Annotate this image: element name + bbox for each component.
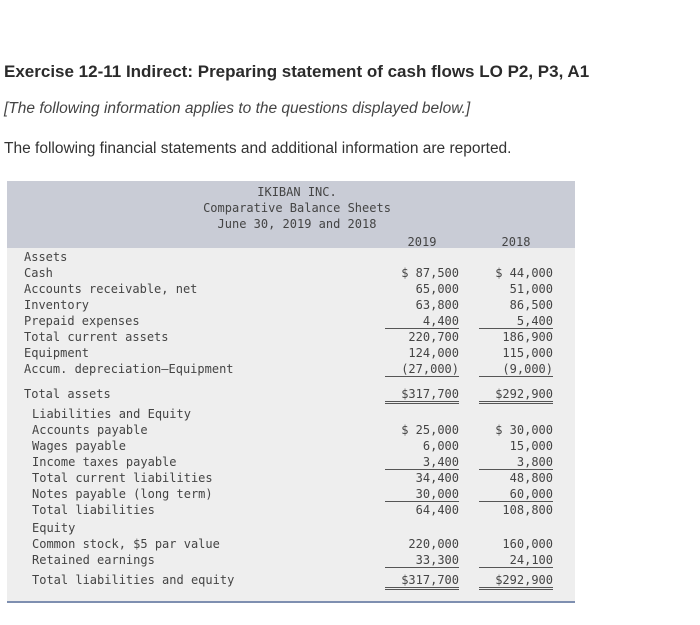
value-2018: 3,800 — [479, 455, 553, 470]
value-2018: $ 30,000 — [495, 423, 553, 437]
row-label: Prepaid expenses — [24, 314, 140, 328]
value-2019: $317,700 — [385, 573, 459, 590]
table-row — [7, 537, 575, 553]
value-2019: 30,000 — [385, 487, 459, 502]
row-label: Total liabilities — [32, 503, 155, 517]
value-2018: $292,900 — [479, 387, 553, 404]
table-row — [7, 521, 575, 537]
value-2018: (9,000) — [479, 362, 553, 377]
table-row — [7, 423, 575, 439]
value-2019: 34,400 — [415, 471, 459, 485]
table-row — [7, 407, 575, 423]
value-2019: 64,400 — [415, 503, 459, 517]
row-label: Total liabilities and equity — [32, 573, 235, 587]
value-2018: 186,900 — [502, 330, 553, 344]
table-row — [7, 503, 575, 519]
row-label: Income taxes payable — [32, 455, 177, 469]
company-name: IKIBAN INC. — [257, 185, 337, 199]
row-label: Liabilities and Equity — [32, 407, 191, 421]
row-label: Wages payable — [32, 439, 126, 453]
value-2018: $292,900 — [479, 573, 553, 590]
row-label: Total assets — [24, 387, 111, 401]
table-row — [7, 471, 575, 487]
table-row — [7, 439, 575, 455]
value-2019: 65,000 — [415, 282, 459, 296]
table-row — [7, 266, 575, 282]
value-2018: 108,800 — [502, 503, 553, 517]
value-2019: 33,300 — [385, 553, 459, 568]
row-label: Cash — [24, 266, 53, 280]
row-label: Total current liabilities — [32, 471, 213, 485]
row-label: Accounts receivable, net — [24, 282, 198, 296]
row-label: Equipment — [24, 346, 90, 360]
value-2018: 15,000 — [509, 439, 553, 453]
value-2019: 220,000 — [408, 537, 459, 551]
table-row — [7, 362, 575, 378]
value-2018: 115,000 — [502, 346, 553, 360]
value-2018: 51,000 — [509, 282, 553, 296]
table-row — [7, 346, 575, 362]
table-row — [7, 455, 575, 471]
statement-date: June 30, 2019 and 2018 — [217, 217, 377, 231]
table-row — [7, 298, 575, 314]
value-2018: 48,800 — [509, 471, 553, 485]
table-row — [7, 282, 575, 298]
row-label: Total current assets — [24, 330, 169, 344]
balance-sheet-table — [7, 181, 575, 603]
value-2018: 24,100 — [479, 553, 553, 568]
table-row — [7, 314, 575, 330]
row-label: Inventory — [24, 298, 90, 312]
value-2019: 220,700 — [408, 330, 459, 344]
value-2018: 160,000 — [502, 537, 553, 551]
value-2018: $ 44,000 — [495, 266, 553, 280]
table-row — [7, 330, 575, 346]
value-2019: $ 87,500 — [401, 266, 459, 280]
value-2019: 124,000 — [408, 346, 459, 360]
value-2019: 3,400 — [385, 455, 459, 470]
exercise-title: Exercise 12-11 Indirect: Preparing statement of cash flows LO P2, P3, A1 — [4, 62, 590, 81]
table-row — [7, 387, 575, 403]
row-label: Accounts payable — [32, 423, 148, 437]
table-bottom-rule — [7, 601, 575, 603]
row-label: Accum. depreciation–Equipment — [24, 362, 234, 376]
row-label: Assets — [24, 250, 68, 264]
value-2019: (27,000) — [385, 362, 459, 377]
row-label: Retained earnings — [32, 553, 155, 567]
value-2018: 5,400 — [479, 314, 553, 329]
row-label: Notes payable (long term) — [32, 487, 213, 501]
table-row — [7, 553, 575, 569]
value-2018: 86,500 — [509, 298, 553, 312]
column-header-2019: 2019 — [407, 235, 437, 249]
value-2019: $317,700 — [385, 387, 459, 404]
value-2019: 6,000 — [422, 439, 459, 453]
row-label: Common stock, $5 par value — [32, 537, 220, 551]
exercise-subtitle: [The following information applies to the questions displayed below.] — [4, 100, 471, 117]
table-row — [7, 487, 575, 503]
value-2019: 4,400 — [385, 314, 459, 329]
statement-name: Comparative Balance Sheets — [203, 201, 391, 215]
row-label: Equity — [32, 521, 76, 535]
intro-text: The following financial statements and additional information are reported. — [4, 140, 512, 157]
table-row — [7, 250, 575, 266]
table-row — [7, 573, 575, 589]
column-header-2018: 2018 — [501, 235, 531, 249]
value-2019: 63,800 — [415, 298, 459, 312]
value-2019: $ 25,000 — [401, 423, 459, 437]
value-2018: 60,000 — [479, 487, 553, 502]
